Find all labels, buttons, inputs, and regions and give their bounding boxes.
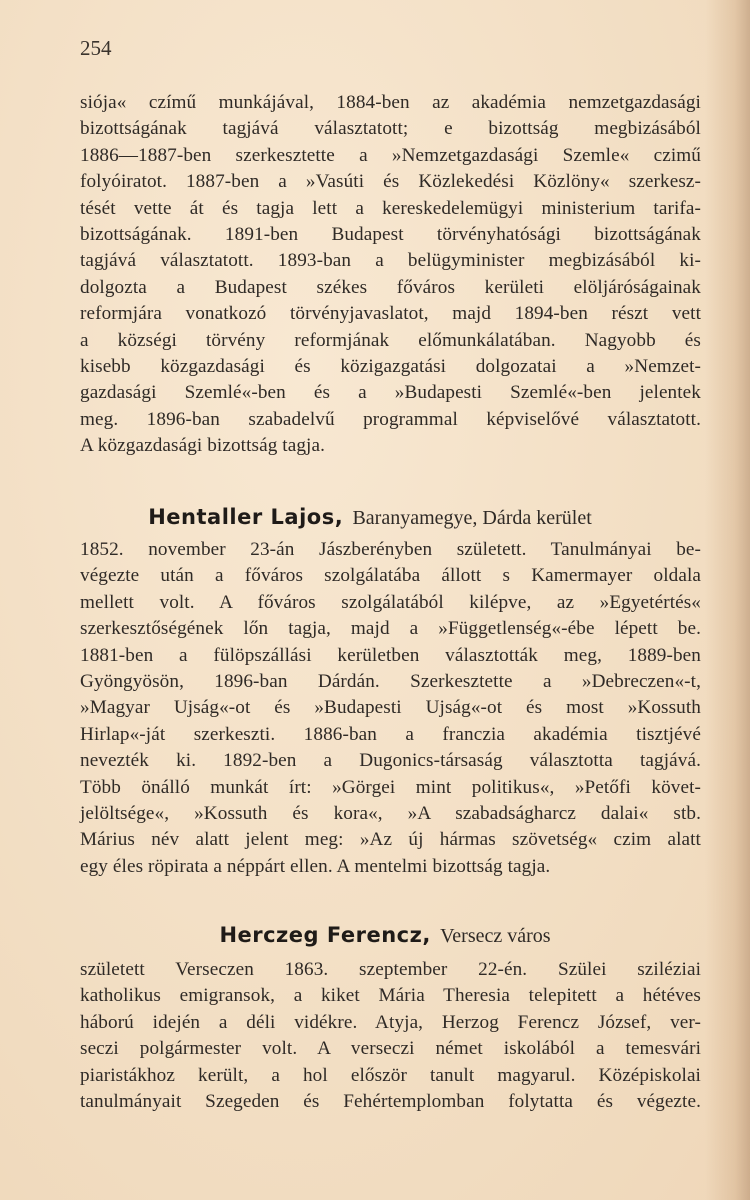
text-line: a községi törvény reformjának előmunkálatában. Nagyobb és (80, 329, 701, 351)
text-line: tanulmányait Szegeden és Fehértemplomban folytatta és végezte. (80, 1091, 701, 1113)
text-line: 1881-ben a fülöpszállási kerületben választották meg, 1889-ben (80, 644, 701, 666)
text-line: jelöltsége«, »Kossuth és kora«, »A szabadságharcz dalai« stb. (80, 803, 701, 825)
text-line: siója« czímű munkájával, 1884-ben az akadémia nemzetgazdasági (80, 92, 701, 113)
text-line: háború idején a déli vidékre. Atyja, Herzog Ferencz József, ver- (80, 1011, 701, 1033)
text-line: mellett volt. A főváros szolgálatából kilépve, az »Egyetértés« (80, 591, 701, 613)
text-line: meg. 1896-ban szabadelvű programmal képviselővé választatott. (80, 408, 701, 430)
text-line: A közgazdasági bizottság tagja. (80, 435, 325, 457)
text-line: bizottságának tagjává választatott; e bizottság megbizásából (80, 118, 701, 140)
text-line: bizottságának. 1891-ben Budapest törvényhatósági bizottságának (80, 224, 701, 246)
text-line: katholikus emigransok, a kiket Mária Theresia telepitett a hétéves (80, 985, 701, 1007)
entry-name: Herczeg Ferencz, (219, 923, 431, 947)
text-line: szerkesztőségének lőn tagja, majd a »Függetlenség«-ébe lépett be. (80, 618, 701, 640)
biography-hentaller (80, 537, 701, 880)
text-line: végezte után a főváros szolgálatába állott s Kamermayer oldala (80, 565, 701, 587)
biography-continuation (80, 90, 701, 460)
text-line: Több önálló munkát írt: »Görgei mint politikus«, »Petőfi követ- (80, 776, 701, 798)
text-line: reformjára vonatkozó törvényjavaslatot, majd 1894-ben részt vett (80, 303, 701, 325)
entry-district: Versecz város (440, 925, 551, 947)
text-line: tését vette át és tagja lett a kereskedelemügyi ministerium tarifa- (80, 197, 701, 219)
text-line: »Magyar Ujság«-ot és »Budapesti Ujság«-ot és most »Kossuth (80, 697, 701, 719)
text-line: tagjává választatott. 1893-ban a belügyminister megbizásából ki- (80, 250, 701, 272)
text-line: kisebb közgazdasági és közigazgatási dolgozatai a »Nemzet- (80, 356, 701, 378)
text-line: dolgozta a Budapest székes főváros kerületi elöljáróságainak (80, 276, 701, 298)
text-line: született Verseczen 1863. szeptember 22-én. Szülei sziléziai (80, 959, 701, 980)
text-line: Gyöngyösön, 1896-ban Dárdán. Szerkesztette a »Debreczen«-t, (80, 671, 701, 693)
text-line: seczi polgármester volt. A verseczi német iskolából a temesvári (80, 1038, 701, 1060)
text-line: egy éles röpirata a néppárt ellen. A mentelmi bizottság tagja. (80, 855, 551, 877)
entry-name: Hentaller Lajos, (148, 505, 344, 529)
entry-heading-herczeg (10, 923, 750, 948)
text-line: 1852. november 23-án Jászberényben született. Tanulmányai be- (80, 539, 701, 560)
page-number: 254 (80, 36, 112, 60)
text-line: Márius név alatt jelent meg: »Az új hármas szövetség« czim alatt (80, 829, 701, 851)
text-line: Hirlap«-ját szerkeszti. 1886-ban a franczia akadémia tisztjévé (80, 723, 701, 745)
text-line: 1886—1887-ben szerkesztette a »Nemzetgazdasági Szemle« czimű (80, 144, 701, 166)
text-line: nevezték ki. 1892-ben a Dugonics-társaság választotta tagjává. (80, 750, 701, 772)
entry-heading-hentaller (0, 505, 745, 530)
text-line: folyóiratot. 1887-ben a »Vasúti és Közlekedési Közlöny« szerkesz- (80, 171, 701, 193)
biography-herczeg (80, 957, 701, 1115)
text-line: piaristákhoz került, a hol először tanult magyarul. Középiskolai (80, 1064, 701, 1086)
text-line: gazdasági Szemlé«-ben és a »Budapesti Szemlé«-ben jelentek (80, 382, 701, 404)
entry-district: Baranyamegye, Dárda kerület (352, 507, 592, 529)
